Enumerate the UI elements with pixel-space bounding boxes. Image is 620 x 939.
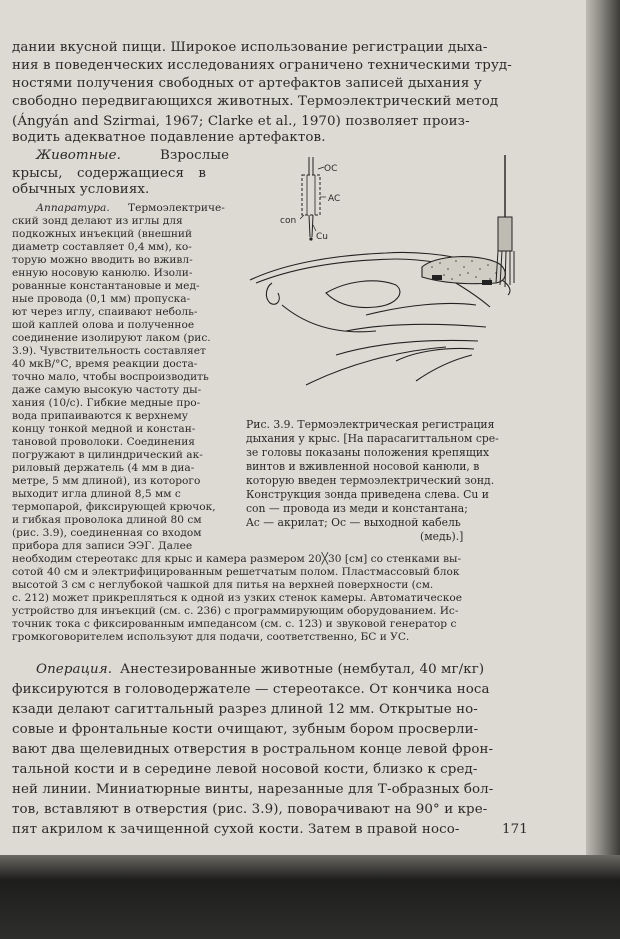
apparatus-line-19: тановой проволоки. Соединения (12, 436, 195, 448)
probe-construction-drawing (280, 157, 340, 242)
caption-line-6: Конструкция зонда приведена слева. Cu и (246, 488, 489, 501)
screw-back (482, 280, 492, 285)
animals-line-2: крысы, содержащиеся в (12, 166, 207, 181)
operation-line-2: фиксируются в головодержателе — стереотаксе. От кончика носа (12, 682, 490, 697)
operation-line-3: кзади делают сагиттальный разрез длиной 12 мм. Открытые но- (12, 702, 478, 717)
apparatus-line-1: Термоэлектриче- (128, 202, 225, 214)
apparatus-line-20: погружают в цилиндрический ак- (12, 449, 203, 461)
caption-line-2: дыхания у крыс. [На парасагиттальном сре- (246, 432, 499, 445)
operation-heading: Операция. (36, 662, 113, 677)
apparatus-full-line-5: устройство для инъекций (см. с. 236) с программирующим оборудованием. Ис- (12, 605, 459, 617)
intro-line-4: свободно передвигающихся животных. Термоэлектрический метод (12, 94, 499, 109)
operation-line-7: ней линии. Миниатюрные винты, нарезанные для Т-образных бол- (12, 782, 494, 797)
operation-line-8: тов, вставляют в отверстия (рис. 3.9), поворачивают на 90° и кре- (12, 802, 488, 817)
apparatus-line-17: вода припаиваются к верхнему (12, 410, 189, 422)
caption-line-8: Ac — акрилат; Oc — выходной кабель (246, 516, 461, 529)
operation-line-6: тальной кости и в середине левой носовой кости, близко к сред- (12, 762, 478, 777)
apparatus-full-line-7: громкоговорителем используют для подачи, соответственно, БС и УС. (12, 631, 410, 643)
caption-line-9: (медь).] (420, 530, 464, 543)
apparatus-full-line-3: высотой 3 см с неглубокой чашкой для питья на верхней поверхности (см. (12, 579, 434, 591)
apparatus-line-23: выходит игла длиной 8,5 мм с (12, 488, 181, 500)
apparatus-line-21: риловый держатель (4 мм в диа- (12, 462, 195, 474)
apparatus-line-8: ные провода (0,1 мм) пропуска- (12, 293, 191, 305)
caption-line-5: которую введен термоэлектрический зонд. (246, 474, 495, 487)
apparatus-line-22: метре, 5 мм длиной), из которого (12, 475, 201, 487)
apparatus-line-13: 40 мкВ/°С, время реакции доста- (12, 358, 198, 370)
apparatus-line-25: и гибкая проволока длиной 80 см (12, 514, 202, 526)
animals-line-1: Взрослые (160, 148, 230, 163)
label-ac: AC (328, 194, 341, 204)
caption-line-1: Рис. 3.9. Термоэлектрическая регистрация (246, 418, 495, 431)
apparatus-full-line-6: точник тока с фиксированным импедансом (см. с. 123) и звуковой генератор с (12, 618, 457, 630)
intro-line-6: водить адекватное подавление артефактов. (12, 130, 326, 145)
apparatus-full-line-1: необходим стереотакс для крыс и камера размером 20╳30 [см] со стенками вы- (12, 553, 462, 565)
operation-line-5: вают два щелевидных отверстия в ростральном конце левой фрон- (12, 742, 494, 757)
animals-heading: Животные. (36, 148, 122, 163)
apparatus-line-9: ют через иглу, спаивают неболь- (12, 306, 198, 318)
apparatus-line-6: енную носовую канюлю. Изоли- (12, 267, 193, 279)
intro-line-5: (Ángyán and Szirmai, 1967; Clarke et al., 1970) позволяет произ- (12, 114, 470, 129)
apparatus-line-14: точно мало, чтобы воспроизводить (12, 371, 209, 383)
apparatus-full-line-2: сотой 40 см и электрифицированным решетчатым полом. Пластмассовый блок (12, 566, 460, 578)
apparatus-line-24: термопарой, фиксирующей крючок, (12, 501, 216, 513)
apparatus-line-10: шой каплей олова и полученное (12, 319, 195, 331)
caption-line-4: винтов и вживленной носовой канюли, в (246, 460, 480, 473)
apparatus-heading: Аппаратура. (36, 202, 110, 214)
intro-line-3: ностями получения свободных от артефактов записей дыхания у (12, 76, 482, 91)
label-cu: Cu (316, 232, 328, 242)
page-bottom-shadow (0, 855, 620, 939)
apparatus-line-26: (рис. 3.9), соединенная со входом (12, 527, 202, 539)
apparatus-line-5: торую можно вводить во вживл- (12, 254, 193, 266)
intro-line-2: ния в поведенческих исследованиях ограничено техническими труд- (12, 58, 512, 73)
apparatus-line-7: рованные константановые и мед- (12, 280, 200, 292)
caption-line-7: con — провода из меди и константана; (246, 502, 468, 515)
label-con: con (280, 216, 297, 226)
apparatus-line-11: соединение изолируют лаком (рис. (12, 332, 211, 344)
book-spine (586, 0, 620, 939)
rat-head-figure (246, 155, 524, 413)
apparatus-line-16: хания (10/с). Гибкие медные про- (12, 397, 201, 409)
apparatus-line-27: прибора для записи ЭЭГ. Далее (12, 540, 193, 552)
page-number: 171 (502, 822, 528, 837)
operation-line-4: совые и фронтальные кости очищают, зубным бором просверли- (12, 722, 479, 737)
label-oc: OC (324, 164, 338, 174)
operation-line-9: пят акрилом к зачищенной сухой кости. Затем в правой носо- (12, 822, 460, 837)
operation-line-1: Анестезированные животные (нембутал, 40 мг/кг) (120, 662, 485, 677)
animals-line-3: обычных условиях. (12, 182, 150, 197)
screw-front (432, 275, 442, 280)
apparatus-full-line-4: с. 212) может прикрепляться к одной из узких стенок камеры. Автоматическое (12, 592, 462, 604)
apparatus-line-18: концу тонкой медной и констан- (12, 423, 196, 435)
apparatus-line-12: 3.9). Чувствительность составляет (12, 345, 206, 357)
apparatus-line-4: диаметр составляет 0,4 мм), ко- (12, 241, 192, 253)
caption-line-3: зе головы показаны положения крепящих (246, 446, 490, 459)
apparatus-line-15: даже самую высокую частоту ды- (12, 384, 202, 396)
apparatus-line-3: подкожных инъекций (внешний (12, 228, 193, 240)
apparatus-line-2: ский зонд делают из иглы для (12, 215, 183, 227)
intro-line-1: дании вкусной пищи. Широкое использование регистрации дыха- (12, 40, 488, 55)
